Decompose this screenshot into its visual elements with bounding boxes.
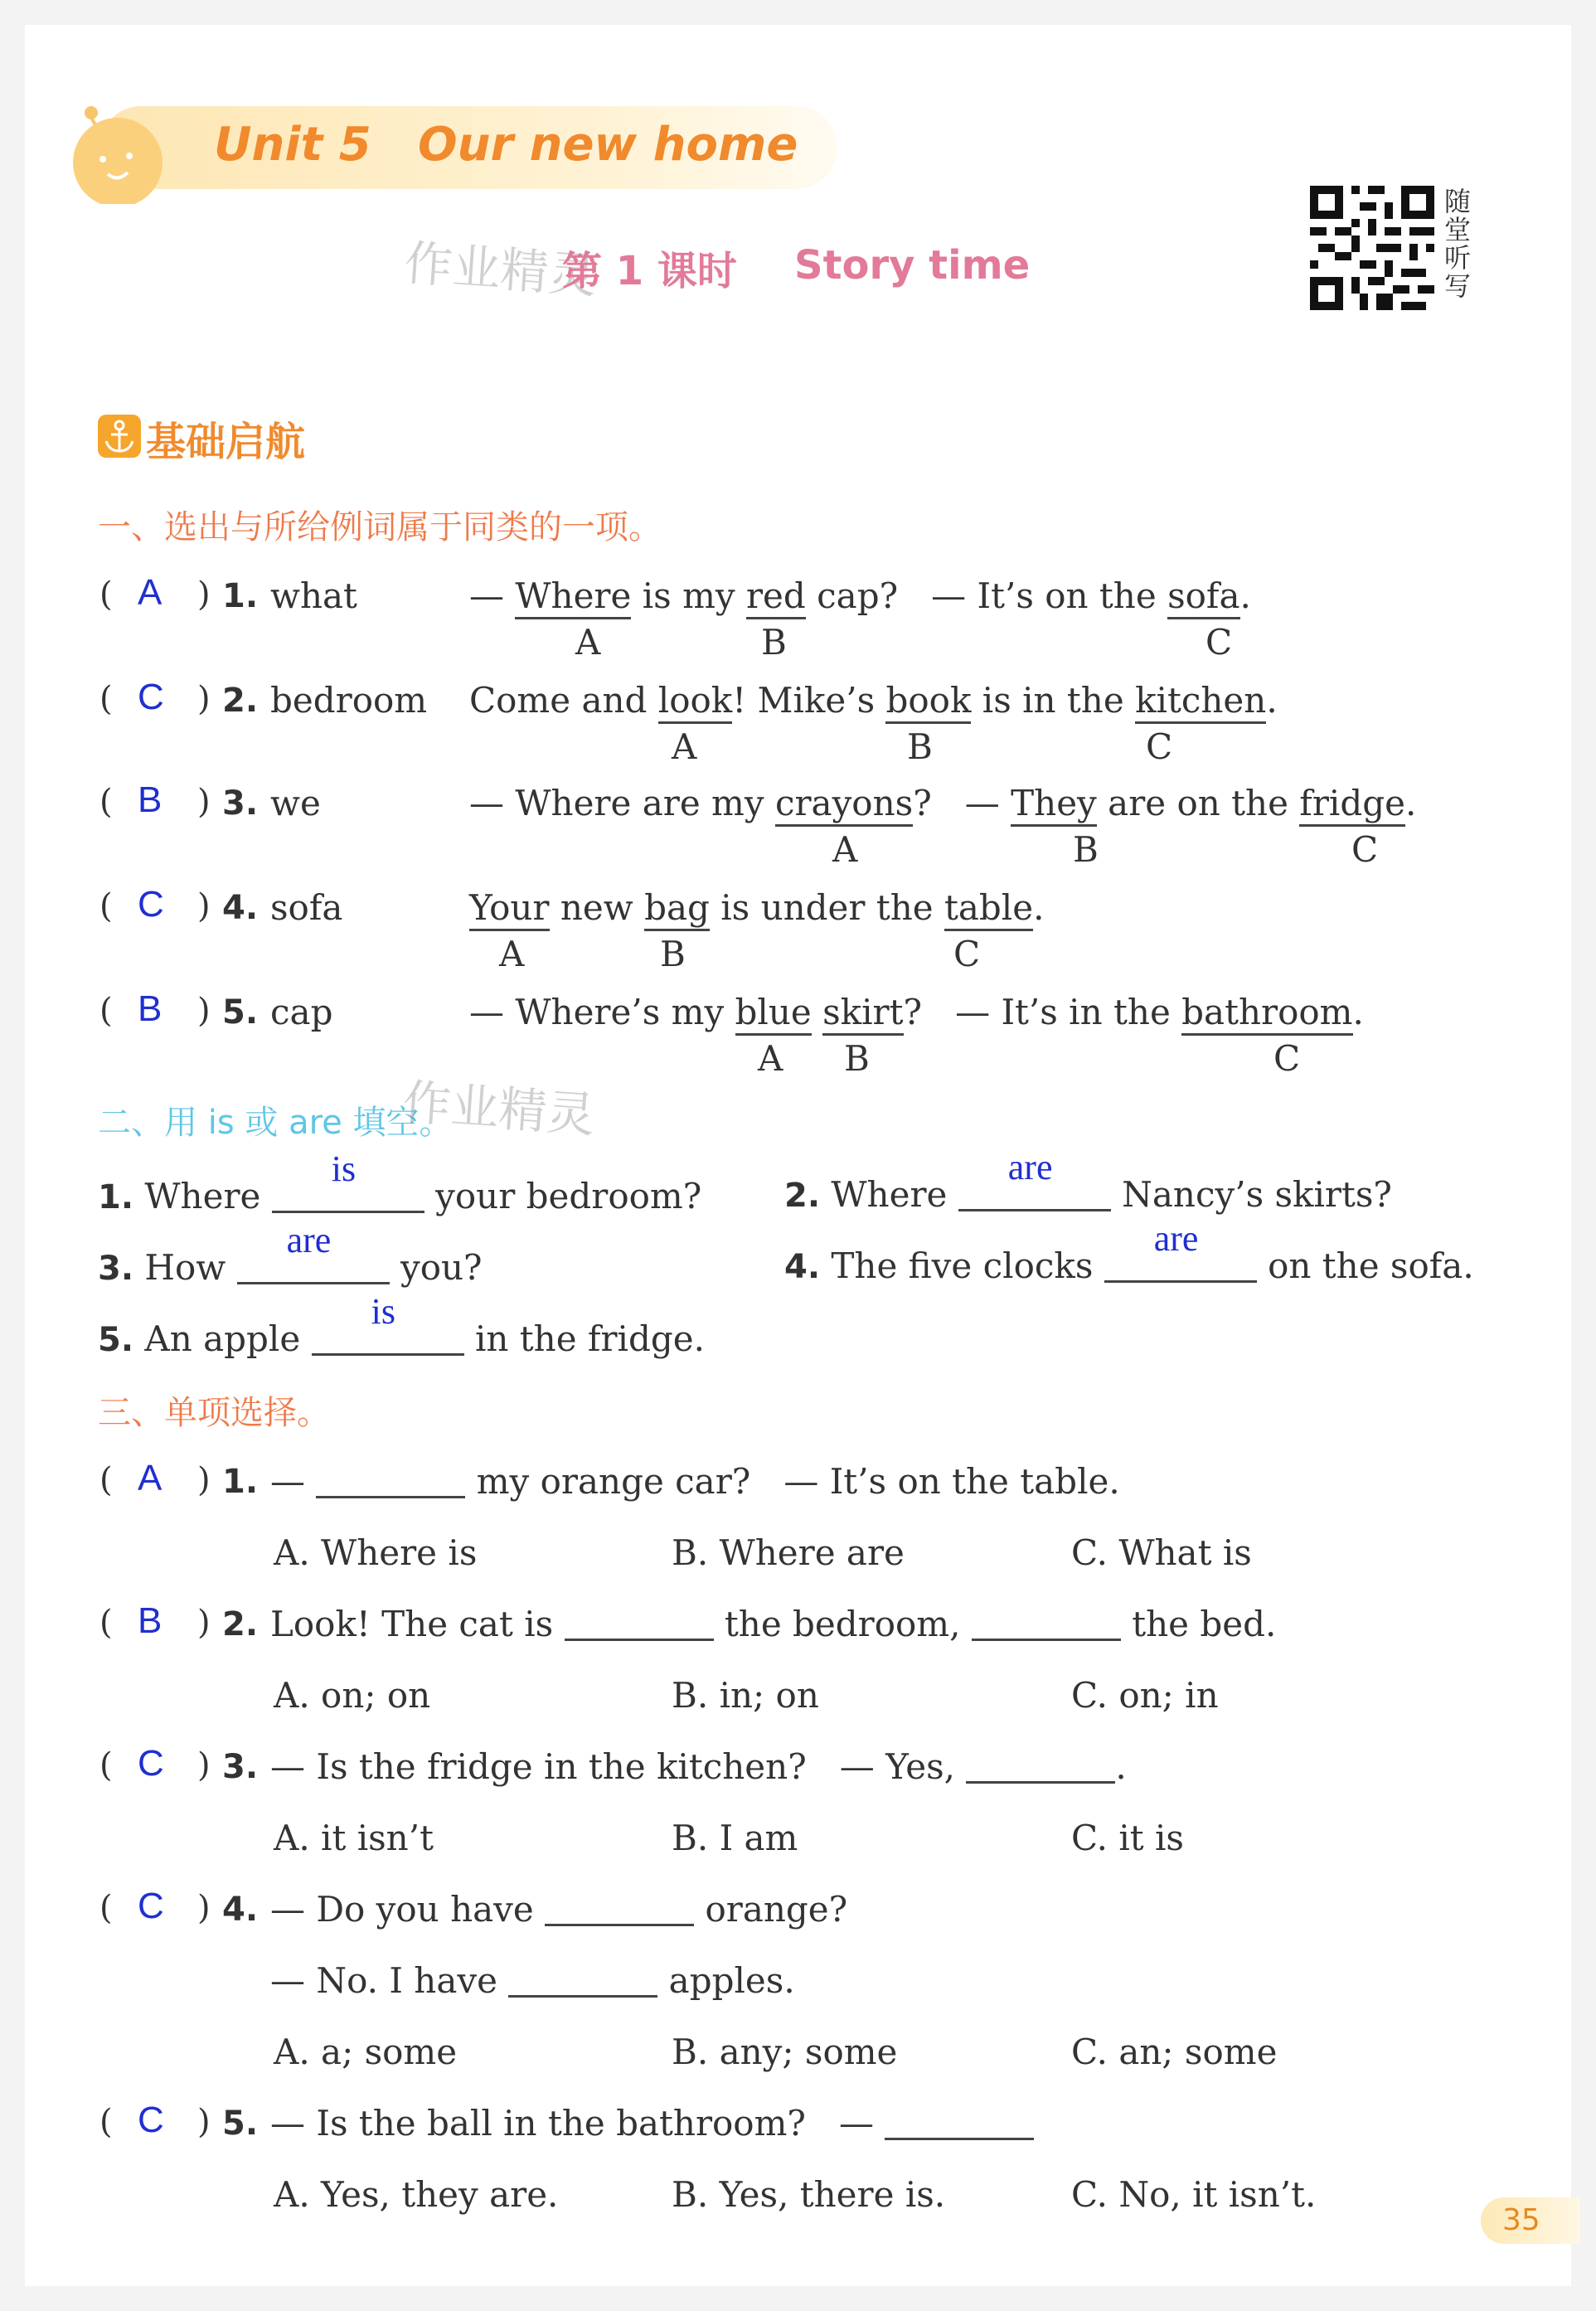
- fill-answer: are: [286, 1220, 332, 1260]
- watermark-middle: 作业精灵: [400, 1073, 597, 1143]
- answer-mark: C: [138, 1743, 164, 1784]
- section-banner-title: 基础启航: [146, 419, 306, 465]
- fill-answer: are: [1153, 1218, 1199, 1259]
- sec2-question-2: 2. Where are Nancy’s skirts?: [784, 1147, 1392, 1215]
- answer-mark: C: [138, 2100, 164, 2140]
- unit-title: Our new home: [418, 118, 798, 172]
- fill-answer: is: [371, 1291, 395, 1332]
- answer-mark: B: [138, 1600, 163, 1641]
- anchor-icon: [98, 415, 141, 458]
- sentence: — Where’s my blue skirt? — It’s in the bathroom.: [469, 992, 1364, 1032]
- sentence: Your new bag is under the table.: [469, 887, 1044, 928]
- answer-mark: C: [138, 1886, 164, 1926]
- answer-mark: B: [138, 988, 163, 1029]
- lesson-number: 第 1 课时: [562, 248, 737, 294]
- qr-code-icon[interactable]: [1310, 186, 1434, 310]
- fill-answer: are: [1007, 1147, 1053, 1187]
- sentence: — Where is my red cap? — It’s on the sofa.: [469, 575, 1251, 616]
- answer-mark: A: [138, 572, 163, 613]
- sec2-question-3: 3. How are you?: [98, 1220, 483, 1288]
- section-1-title: 一、选出与所给例词属于同类的一项。: [98, 508, 662, 546]
- fill-answer: is: [331, 1148, 357, 1189]
- section-3-title: 三、单项选择。: [98, 1394, 330, 1432]
- sec2-question-4: 4. The five clocks are on the sofa.: [784, 1218, 1474, 1286]
- answer-mark: C: [138, 677, 164, 717]
- sentence: — Where are my crayons? — They are on the fridge.: [469, 783, 1416, 823]
- unit-label: Unit 5: [214, 118, 371, 172]
- qr-caption: 随堂听写: [1444, 186, 1472, 302]
- sec2-question-5: 5. An apple is in the fridge.: [98, 1291, 705, 1359]
- section-2-title: 二、用 is 或 are 填空。: [98, 1104, 453, 1142]
- answer-mark: C: [138, 884, 164, 925]
- sentence: Come and look! Mike’s book is in the kitchen.: [469, 680, 1278, 721]
- worksheet-page: Unit 5 Our new home 作业精灵 第 1 课时 Story time 随堂听写 基础启航 一、选出与所给例词属于同类的一项。 ( A ) 1. what — Where is my red cap? — It’s on the sofa. A B C ( C ) 2. bedroom Come and look! Mike’s book is in the kitchen. A B C ( B ) 3. we — Where are my crayons? — They are on the fridge. A B C ( C ) 4. sofa Your new bag is under the table. A B C ( B ) 5. cap — Where’s my blue skirt? — It’s in the bathroom. A B C 二、用 is 或 are 填空。 作业精灵 1. Where is your bedroom? 2. Where are Nancy’s skirts? 3. How are you? 4. The five clocks are on the sofa. 5. An apple is in the fridge. 三、单项选择。 ( A ) 1. — my orange car? — It’s on the table. A. Where is B. Where are C. What is ( B ) 2. Look! The cat is the bedroom, the bed. A. on; on B. in; on C. on; in ( C ) 3. — Is the fridge in the kitchen? — Yes, . A. it isn’t B. I am C. it is ( C ) 4. — Do you have orange? — No. I have apples. A. a; some B. any; some C. an; some ( C ) 5. — Is the ball in the bathroom? — A. Yes, they are. B. Yes, there is. C. No, it isn’t. 35: [25, 25, 1571, 2286]
- lesson-title: Story time: [794, 242, 1031, 289]
- page-number: 35: [1481, 2197, 1580, 2244]
- sec2-question-1: 1. Where is your bedroom?: [98, 1148, 702, 1216]
- sun-mascot-icon: [66, 104, 166, 204]
- answer-mark: A: [138, 1458, 163, 1498]
- answer-mark: B: [138, 779, 163, 820]
- watermark-top: 作业精灵: [402, 234, 599, 304]
